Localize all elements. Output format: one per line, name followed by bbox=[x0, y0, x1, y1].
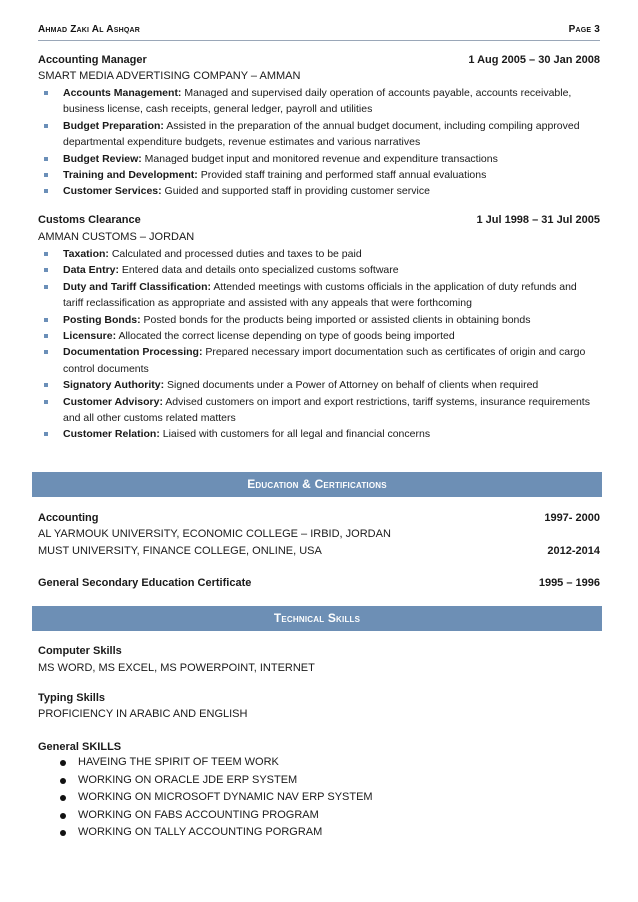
section-heading-skills: Technical Skills bbox=[32, 606, 602, 631]
general-skill-text: HAVEING THE SPIRIT OF TEEM WORK bbox=[78, 756, 279, 768]
duty-label: Customer Advisory: bbox=[63, 395, 163, 408]
skills-typing-text: PROFICIENCY IN ARABIC AND ENGLISH bbox=[38, 708, 248, 720]
duty-text: Liaised with customers for all legal and financial concerns bbox=[159, 428, 431, 441]
duty-label: Training and Development: bbox=[63, 169, 198, 182]
job-dates: 1 Jul 1998 – 31 Jul 2005 bbox=[476, 214, 600, 226]
duty-item bbox=[38, 262, 600, 278]
duty-text: Posted bonds for the products being imported or assisted clients in obtaining bonds bbox=[140, 313, 531, 326]
square-bullet-icon bbox=[44, 173, 48, 177]
education-dates: 2012-2014 bbox=[547, 545, 600, 557]
duty-label: Customer Relation: bbox=[63, 428, 160, 441]
square-bullet-icon bbox=[44, 350, 48, 354]
duty-text: Entered data and details onto specialized customs software bbox=[119, 264, 399, 277]
duty-text: Prepared necessary import documentation such as certificates of origin and cargo bbox=[202, 346, 586, 359]
duty-text: Guided and supported staff in providing customer service bbox=[161, 185, 430, 198]
duty-label: Taxation: bbox=[63, 248, 109, 260]
duty-text-continued: tariff reclassification as appropriate and assisted with any appeals that were forthcoming bbox=[63, 297, 472, 310]
duty-label: Budget Preparation: bbox=[63, 119, 164, 132]
duty-text: Allocated the correct license depending on type of goods being imported bbox=[116, 330, 455, 343]
duty-item bbox=[38, 246, 600, 262]
duty-label: Documentation Processing: bbox=[63, 346, 203, 359]
skills-general-title: General SKILLS bbox=[38, 741, 122, 753]
job-company: SMART MEDIA ADVERTISING COMPANY – AMMAN bbox=[38, 70, 301, 82]
duty-item bbox=[38, 279, 600, 312]
duty-text-continued: business license, cash receipts, general ledger, payroll and utilities bbox=[63, 103, 373, 116]
duty-text: Signed documents under a Power of Attorney on behalf of clients when required bbox=[164, 379, 539, 392]
square-bullet-icon bbox=[44, 400, 48, 404]
duty-item bbox=[38, 426, 600, 442]
round-bullet-icon bbox=[60, 795, 66, 801]
round-bullet-icon bbox=[60, 830, 66, 836]
square-bullet-icon bbox=[44, 157, 48, 161]
job-title-text: Accounting Manager bbox=[38, 54, 147, 66]
education-dates: 1995 – 1996 bbox=[538, 577, 600, 589]
duty-item bbox=[38, 85, 600, 118]
duty-text-continued: departmental expenditure budgets, revenue estimates and various narratives bbox=[63, 136, 421, 149]
general-skill-text: WORKING ON TALLY ACCOUNTING PORGRAM bbox=[78, 826, 323, 838]
round-bullet-icon bbox=[60, 760, 66, 766]
round-bullet-icon bbox=[60, 813, 66, 819]
skills-computer-text: MS WORD, MS EXCEL, MS POWERPOINT, INTERNET bbox=[38, 662, 315, 674]
section-heading-education: Education & Certifications bbox=[32, 472, 602, 497]
job-title-text: Customs Clearance bbox=[38, 214, 141, 226]
education-title: Accounting bbox=[38, 512, 99, 524]
job-duties-list bbox=[38, 85, 600, 200]
header-name: Ahmad Zaki Al Ashqar bbox=[38, 24, 140, 35]
job-title bbox=[38, 53, 600, 67]
duty-item bbox=[38, 167, 600, 183]
skills-typing-title: Typing Skills bbox=[38, 692, 106, 704]
job-dates: 1 Aug 2005 – 30 Jan 2008 bbox=[468, 54, 600, 66]
job-duties-list bbox=[38, 246, 600, 443]
education-title: General Secondary Education Certificate bbox=[38, 577, 252, 589]
duty-label: Duty and Tariff Classification: bbox=[63, 280, 211, 293]
duty-label: Licensure: bbox=[63, 330, 117, 343]
square-bullet-icon bbox=[44, 432, 48, 436]
duty-label: Budget Review: bbox=[63, 152, 142, 165]
duty-item bbox=[38, 151, 600, 167]
square-bullet-icon bbox=[44, 91, 48, 95]
general-skill-text: WORKING ON MICROSOFT DYNAMIC NAV ERP SYSTEM bbox=[78, 791, 373, 803]
duty-item bbox=[38, 377, 600, 393]
duty-item bbox=[38, 394, 600, 427]
general-skill-item bbox=[56, 789, 600, 807]
square-bullet-icon bbox=[44, 318, 48, 322]
education-school-text: MUST UNIVERSITY, FINANCE COLLEGE, ONLINE, USA bbox=[38, 545, 322, 557]
square-bullet-icon bbox=[44, 334, 48, 338]
duty-label: Signatory Authority: bbox=[63, 379, 165, 392]
education-dates: 1997- 2000 bbox=[544, 512, 600, 524]
education-accounting bbox=[38, 511, 600, 525]
job-company: AMMAN CUSTOMS – JORDAN bbox=[38, 231, 195, 243]
general-skills-list bbox=[56, 754, 600, 842]
page-header bbox=[38, 22, 600, 41]
general-skill-item bbox=[56, 824, 600, 842]
square-bullet-icon bbox=[44, 268, 48, 272]
duty-label: Customer Services: bbox=[63, 185, 162, 198]
general-skill-item bbox=[56, 807, 600, 825]
round-bullet-icon bbox=[60, 778, 66, 784]
general-skill-text: WORKING ON FABS ACCOUNTING PROGRAM bbox=[78, 808, 319, 821]
duty-text: Advised customers on import and export restrictions, tariff systems, insurance requirements bbox=[162, 395, 590, 408]
job-title bbox=[38, 213, 600, 227]
duty-text: Managed budget input and monitored revenue and expenditure transactions bbox=[141, 152, 498, 165]
general-skill-text: WORKING ON ORACLE JDE ERP SYSTEM bbox=[78, 773, 298, 786]
duty-text: Attended meetings with customs officials in the application of duty refunds and bbox=[211, 280, 577, 293]
duty-text: Calculated and processed duties and taxes to be paid bbox=[108, 248, 362, 260]
duty-text: Managed and supervised daily operation of accounts payable, accounts receivable, bbox=[181, 87, 572, 99]
duty-text-continued: control documents bbox=[63, 362, 149, 375]
education-school bbox=[38, 544, 600, 558]
square-bullet-icon bbox=[44, 189, 48, 193]
duty-text-continued: and all other customs related matters bbox=[63, 412, 236, 425]
duty-label: Posting Bonds: bbox=[63, 313, 141, 326]
square-bullet-icon bbox=[44, 285, 48, 289]
education-school: AL YARMOUK UNIVERSITY, ECONOMIC COLLEGE – IRBID, JORDAN bbox=[38, 528, 391, 540]
duty-item bbox=[38, 344, 600, 377]
square-bullet-icon bbox=[44, 252, 48, 256]
skills-computer-title: Computer Skills bbox=[38, 645, 122, 657]
duty-label: Data Entry: bbox=[63, 264, 120, 277]
square-bullet-icon bbox=[44, 124, 48, 128]
general-skill-item bbox=[56, 772, 600, 790]
duty-text: Provided staff training and performed staff annual evaluations bbox=[197, 169, 487, 182]
general-skill-item bbox=[56, 754, 600, 772]
duty-item bbox=[38, 118, 600, 151]
duty-text: Assisted in the preparation of the annual budget document, including compiling approved bbox=[163, 119, 580, 132]
header-page-number: Page 3 bbox=[568, 24, 600, 35]
duty-item bbox=[38, 328, 600, 344]
duty-item bbox=[38, 312, 600, 328]
education-secondary bbox=[38, 576, 600, 590]
duty-item bbox=[38, 183, 600, 199]
duty-label: Accounts Management: bbox=[63, 87, 182, 99]
square-bullet-icon bbox=[44, 383, 48, 387]
